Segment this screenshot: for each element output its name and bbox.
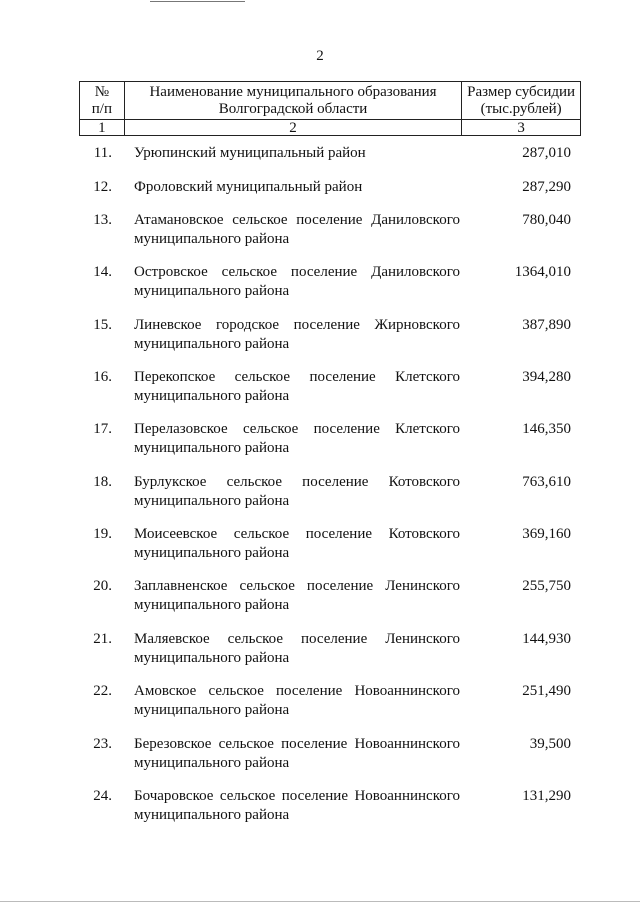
municipality-name-line1: Березовское сельское поселение Новоаннинского [134,736,460,752]
municipality-name-line2: муниципального района [134,597,290,613]
column-number-1: 1 [80,120,125,136]
subsidy-amount: 763,610 [522,474,571,490]
municipality-name-line2: муниципального района [134,440,290,456]
municipality-name [134,420,460,458]
municipality-name-line2: муниципального района [134,650,290,666]
municipality-name [134,368,460,406]
scan-mark-top [150,1,245,2]
municipality-name [134,630,460,668]
municipality-name [134,735,460,773]
municipality-name [134,211,460,249]
subsidy-amount: 39,500 [529,736,571,752]
row-number: 11. [93,145,112,161]
municipality-name-line2: муниципального района [134,545,290,561]
column-number-3: 3 [462,120,581,136]
municipality-name-line2: муниципального района [134,807,290,823]
page-number: 2 [316,48,324,64]
municipality-name [134,525,460,563]
municipality-name-line1: Бурлукское сельское поселение Котовского [134,474,460,490]
column-header-name-line2: Волгоградской области [218,100,368,117]
column-header-number-line2: п/п [91,100,113,117]
municipality-name-line1: Перекопское сельское поселение Клетского [134,369,460,385]
municipality-name-line2: муниципального района [134,231,290,247]
municipality-name [134,682,460,720]
row-number: 20. [93,578,112,594]
scan-mark-bottom [0,901,640,902]
municipality-name [134,577,460,615]
municipality-name-line2: муниципального района [134,388,290,404]
row-number: 22. [93,683,112,699]
subsidy-amount: 394,280 [522,369,571,385]
municipality-name-line1: Моисеевское сельское поселение Котовского [134,526,460,542]
subsidy-amount: 387,890 [522,317,571,333]
subsidy-amount: 144,930 [522,631,571,647]
municipality-name-line1: Бочаровское сельское поселение Новоаннинского [134,788,460,804]
municipality-name-line1: Урюпинский муниципальный район [134,145,366,161]
subsidy-amount: 255,750 [522,578,571,594]
municipality-name-line2: муниципального района [134,755,290,771]
column-numbers-row [80,120,581,136]
column-header-amount [462,82,581,120]
municipality-name-line1: Перелазовское сельское поселение Клетского [134,421,460,437]
table-header [79,81,581,136]
municipality-name-line1: Островское сельское поселение Даниловского [134,264,460,280]
municipality-name [134,316,460,354]
municipality-name-line1: Маляевское сельское поселение Ленинского [134,631,460,647]
row-number: 13. [93,212,112,228]
subsidy-amount: 146,350 [522,421,571,437]
subsidy-amount: 780,040 [522,212,571,228]
column-header-amount-line1: Размер субсидии [467,83,576,100]
table-header-row [80,82,581,120]
municipality-name-line1: Линевское городское поселение Жирновского [134,317,460,333]
municipality-name-line1: Заплавненское сельское поселение Ленинского [134,578,460,594]
row-number: 24. [93,788,112,804]
municipality-name-line1: Атамановское сельское поселение Даниловского [134,212,460,228]
column-number-2: 2 [124,120,461,136]
row-number: 15. [93,317,112,333]
row-number: 21. [93,631,112,647]
municipality-name [134,144,460,163]
subsidy-amount: 1364,010 [514,264,571,280]
municipality-name-line2: муниципального района [134,493,290,509]
column-header-name [124,82,461,120]
subsidy-amount: 369,160 [522,526,571,542]
municipality-name-line1: Амовское сельское поселение Новоаннинского [134,683,460,699]
subsidy-amount: 131,290 [522,788,571,804]
column-header-amount-line2: (тыс.рублей) [480,100,562,117]
municipality-name-line1: Фроловский муниципальный район [134,179,363,195]
subsidy-amount: 251,490 [522,683,571,699]
municipality-name [134,473,460,511]
row-number: 18. [93,474,112,490]
municipality-name [134,787,460,825]
row-number: 17. [93,421,112,437]
municipality-name [134,263,460,301]
row-number: 16. [93,369,112,385]
municipality-name-line2: муниципального района [134,283,290,299]
municipality-name-line2: муниципального района [134,702,290,718]
subsidy-amount: 287,290 [522,179,571,195]
row-number: 14. [93,264,112,280]
municipality-name-line2: муниципального района [134,336,290,352]
column-header-number-line1: № [94,83,110,100]
row-number: 19. [93,526,112,542]
column-header-name-line1: Наименование муниципального образования [149,83,437,100]
municipality-name [134,178,460,197]
subsidy-amount: 287,010 [522,145,571,161]
row-number: 12. [93,179,112,195]
column-header-number [80,82,125,120]
row-number: 23. [93,736,112,752]
